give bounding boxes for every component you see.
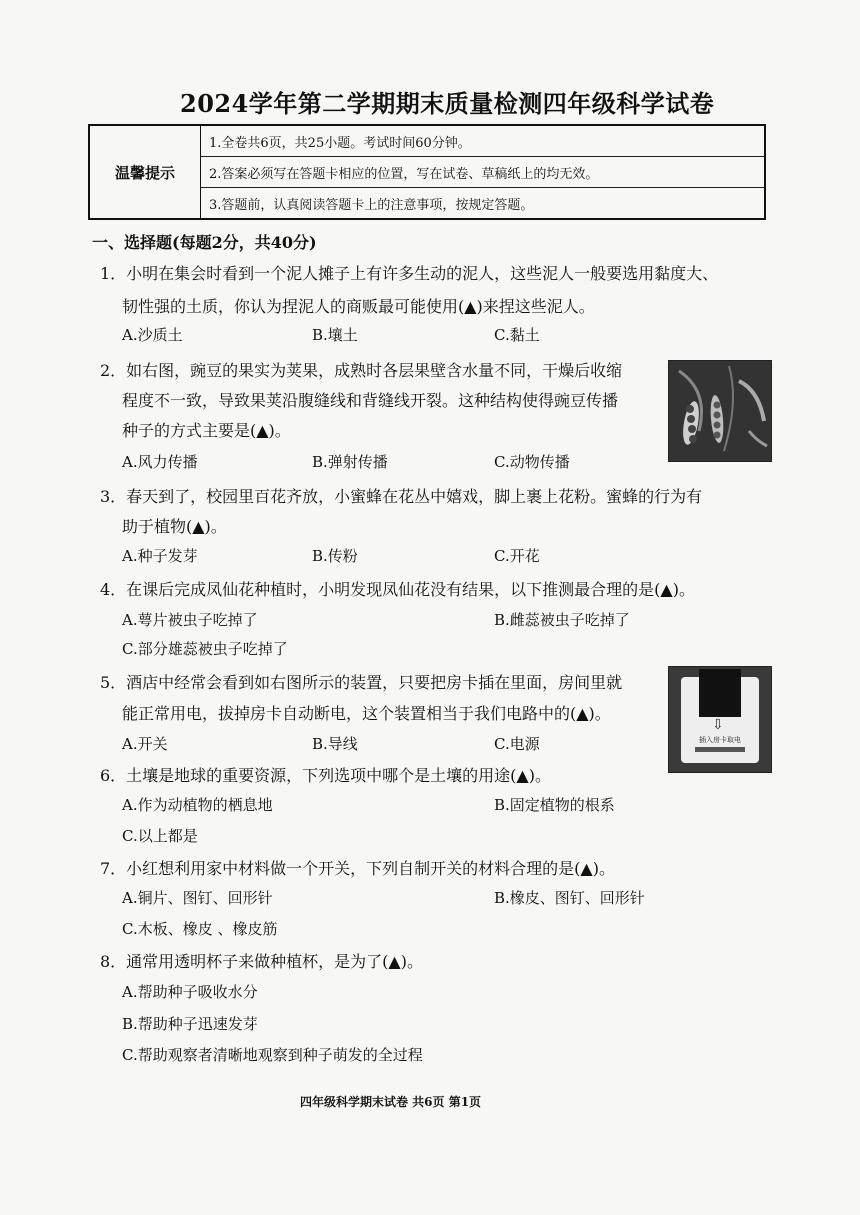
question-2-option-c: C.动物传播 bbox=[494, 453, 570, 471]
question-1-option-c: C.黏土 bbox=[494, 326, 540, 344]
room-card bbox=[699, 669, 741, 717]
tips-list bbox=[201, 126, 764, 218]
question-4-option-b: B.雌蕊被虫子吃掉了 bbox=[494, 611, 630, 629]
card-switch-image bbox=[668, 666, 772, 773]
question-4-option-c: C.部分雄蕊被虫子吃掉了 bbox=[122, 640, 288, 658]
question-8-option-b: B.帮助种子迅速发芽 bbox=[122, 1015, 258, 1033]
question-1-option-b: B.壤土 bbox=[312, 326, 358, 344]
question-8-line: 8．通常用透明杯子来做种植杯，是为了(▲)。 bbox=[100, 952, 423, 971]
question-7-line: 7．小红想利用家中材料做一个开关，下列自制开关的材料合理的是(▲)。 bbox=[100, 859, 615, 878]
card-slot-label: 插入房卡取电 bbox=[699, 736, 741, 744]
tips-item: 1.全卷共6页，共25小题。考试时间60分钟。 bbox=[201, 126, 764, 157]
question-7-option-b: B.橡皮、图钉、回形针 bbox=[494, 889, 645, 907]
question-1-line: 1．小明在集会时看到一个泥人摊子上有许多生动的泥人，这些泥人一般要选用黏度大、 bbox=[100, 264, 719, 283]
question-4-option-a: A.萼片被虫子吃掉了 bbox=[122, 611, 258, 629]
question-5-option-a: A.开关 bbox=[122, 735, 168, 753]
tips-item: 3.答题前，认真阅读答题卡上的注意事项，按规定答题。 bbox=[209, 197, 534, 213]
question-6-option-c: C.以上都是 bbox=[122, 827, 198, 845]
question-7-option-a: A.铜片、图钉、回形针 bbox=[122, 889, 273, 907]
question-2-line: 2．如右图，豌豆的果实为荚果，成熟时各层果壁含水量不同，干燥后收缩 bbox=[100, 361, 623, 380]
question-3-option-a: A.种子发芽 bbox=[122, 547, 198, 565]
pea-pod-image bbox=[668, 360, 772, 462]
question-6-line: 6．土壤是地球的重要资源，下列选项中哪个是土壤的用途(▲)。 bbox=[100, 766, 551, 785]
section-title: 一、选择题(每题2分，共40分) bbox=[92, 233, 317, 252]
question-1-option-a: A.沙质土 bbox=[122, 326, 183, 344]
question-2-line: 种子的方式主要是(▲)。 bbox=[122, 421, 291, 440]
card-slot bbox=[695, 747, 745, 752]
question-7-option-c: C.木板、橡皮 、橡皮筋 bbox=[122, 920, 278, 938]
question-2-option-b: B.弹射传播 bbox=[312, 453, 388, 471]
question-6-option-b: B.固定植物的根系 bbox=[494, 796, 615, 814]
arrow-down-icon: ⇩ bbox=[712, 717, 724, 733]
question-3-option-b: B.传粉 bbox=[312, 547, 358, 565]
question-3-option-c: C.开花 bbox=[494, 547, 540, 565]
question-5-line: 5．酒店中经常会看到如右图所示的装置，只要把房卡插在里面，房间里就 bbox=[100, 673, 623, 692]
question-3-line: 助于植物(▲)。 bbox=[122, 517, 227, 536]
question-3-line: 3．春天到了，校园里百花齐放，小蜜蜂在花丛中嬉戏，脚上裹上花粉。蜜蜂的行为有 bbox=[100, 487, 703, 506]
question-4-line: 4．在课后完成凤仙花种植时，小明发现凤仙花没有结果，以下推测最合理的是(▲)。 bbox=[100, 580, 695, 599]
question-5-option-b: B.导线 bbox=[312, 735, 358, 753]
tips-box bbox=[88, 124, 766, 220]
tips-item: 2.答案必须写在答题卡相应的位置，写在试卷、草稿纸上的均无效。 bbox=[201, 157, 764, 188]
question-2-line: 程度不一致，导致果荚沿腹缝线和背缝线开裂。这种结构使得豌豆传播 bbox=[122, 391, 619, 410]
tips-label: 温馨提示 bbox=[90, 126, 201, 218]
question-8-option-a: A.帮助种子吸收水分 bbox=[122, 983, 258, 1001]
page-footer: 四年级科学期末试卷 共6页 第1页 bbox=[300, 1095, 482, 1109]
exam-title: 2024学年第二学期期末质量检测四年级科学试卷 bbox=[180, 89, 715, 118]
question-2-option-a: A.风力传播 bbox=[122, 453, 198, 471]
question-1-line: 韧性强的土质，你认为捏泥人的商贩最可能使用(▲)来捏这些泥人。 bbox=[122, 297, 595, 316]
question-8-option-c: C.帮助观察者清晰地观察到种子萌发的全过程 bbox=[122, 1046, 423, 1064]
question-5-line: 能正常用电，拔掉房卡自动断电，这个装置相当于我们电路中的(▲)。 bbox=[122, 704, 611, 723]
question-6-option-a: A.作为动植物的栖息地 bbox=[122, 796, 273, 814]
question-5-option-c: C.电源 bbox=[494, 735, 540, 753]
